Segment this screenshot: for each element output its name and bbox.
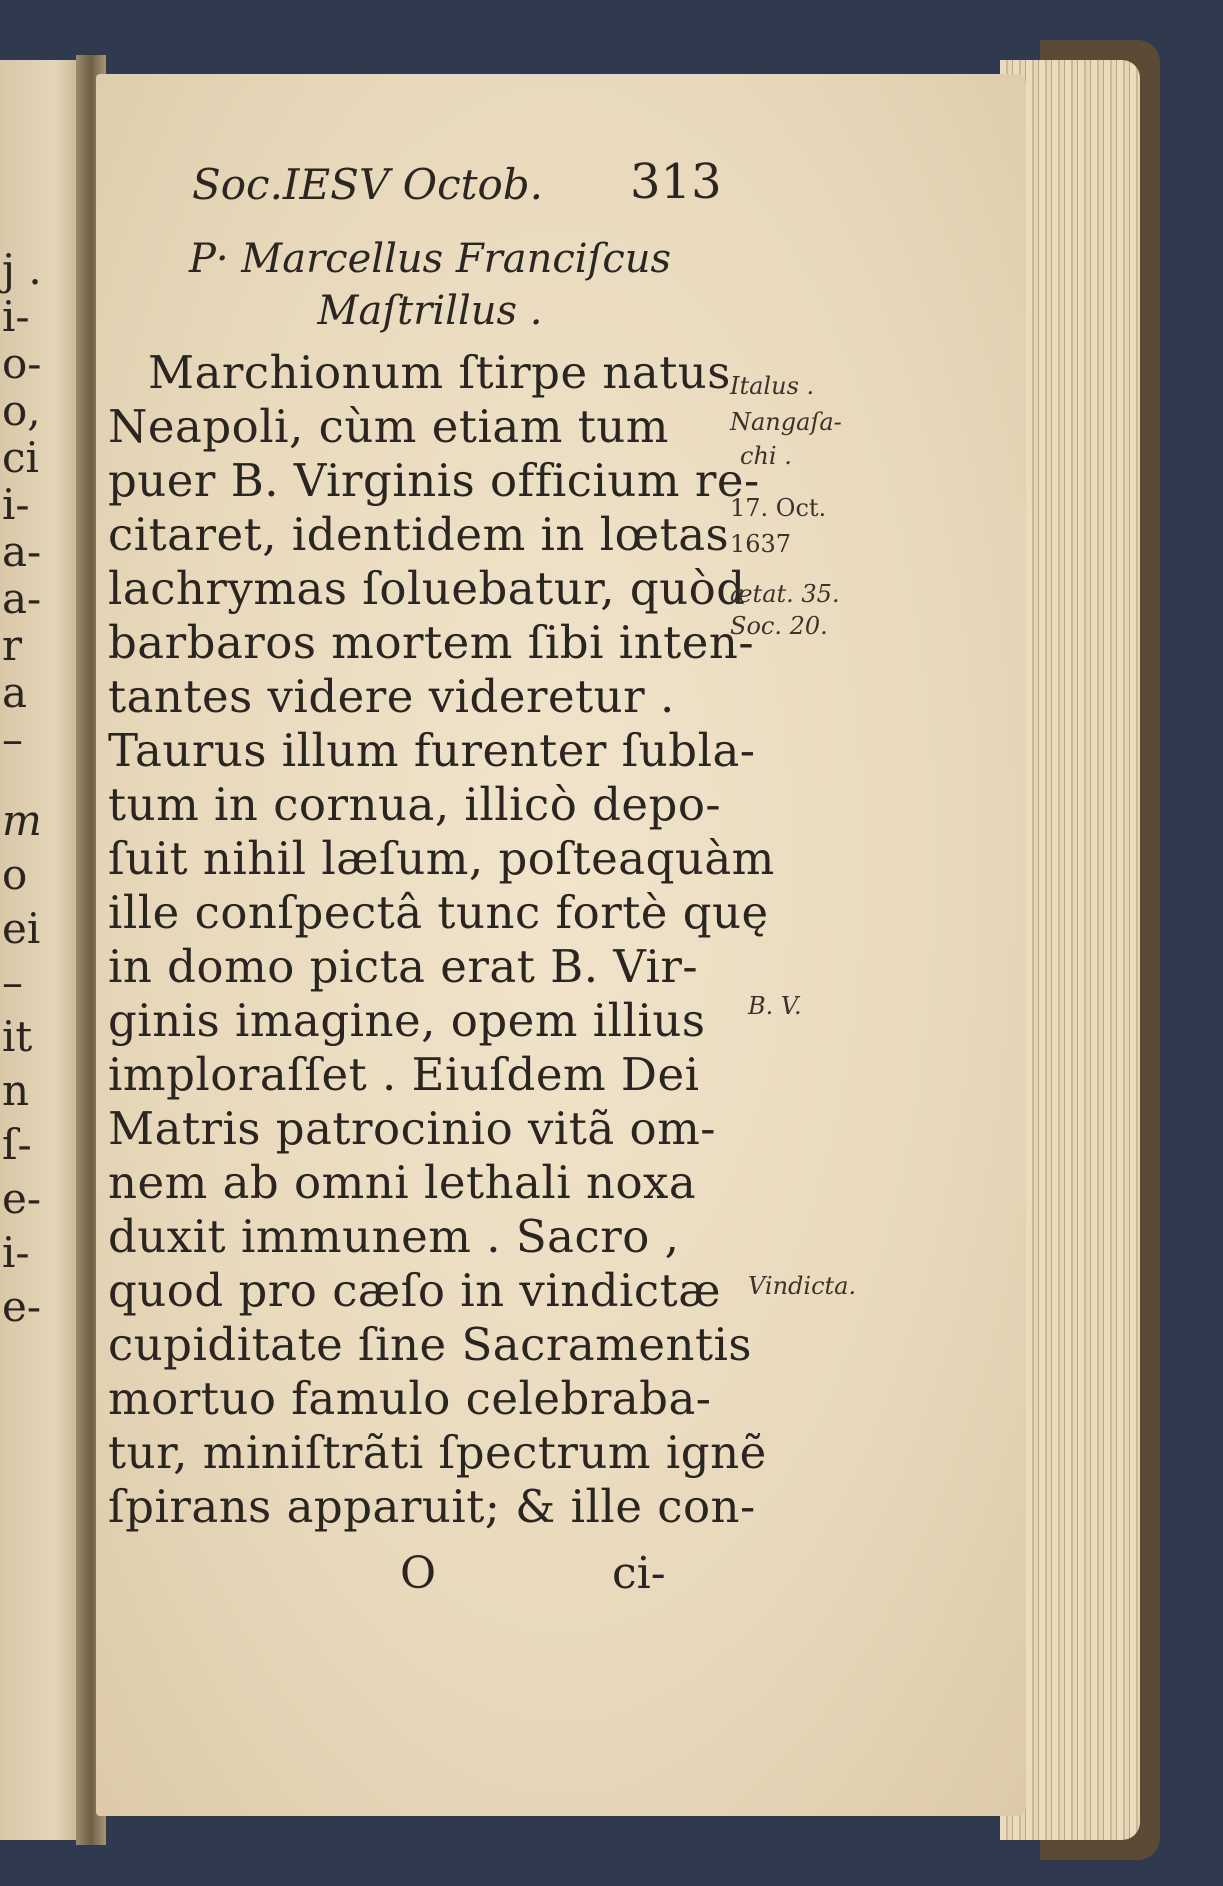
left-fragment: j . [2,245,42,294]
margin-note-line: ætat. 35. [730,580,840,608]
running-head-title: Soc.IESV Octob. [192,160,543,209]
left-fragment: e- [2,1174,42,1223]
left-fragment: r [2,621,23,670]
left-fragment: a [2,668,28,717]
entry-heading-line-1: P· Marcellus Franciſcus [188,236,672,282]
left-fragment: o [2,850,28,899]
body-line: tum in cornua, illicò depo- [108,778,722,831]
page-number: 313 [630,154,722,210]
body-line: Marchionum ſtirpe natus [148,346,731,399]
left-fragment: a- [2,574,42,623]
margin-note-2: B. V. [748,992,802,1020]
body-line: duxit immunem . Sacro , [108,1210,680,1263]
left-fragment: – [2,958,23,1007]
body-line: cupiditate ſine Sacramentis [108,1318,753,1371]
margin-note-line: Italus . [730,372,815,400]
left-fragment: – [2,715,23,764]
body-line: tantes videre videretur . [108,670,675,723]
left-fragment: e- [2,1282,42,1331]
body-line: barbaros mortem ſibi inten- [108,616,755,669]
catchword: ci- [612,1548,666,1599]
margin-note-line: 17. Oct. [730,494,827,522]
body-line: nem ab omni lethali noxa [108,1156,697,1209]
body-line: puer B. Virginis officium re- [108,454,760,507]
left-fragment: m [2,796,42,845]
left-fragment: ci [2,433,39,482]
body-line: tur, miniſtrãti ſpectrum ignẽ [108,1426,767,1479]
margin-note-line: 1637 [730,530,792,558]
left-fragment: o, [2,386,41,435]
body-line: Taurus illum furenter ſubla- [108,724,756,777]
body-line: ille conſpectâ tunc fortè quę [108,886,769,939]
body-line: ſpirans apparuit; & ille con- [108,1480,756,1533]
body-line: ginis imagine, opem illius [108,994,706,1047]
body-line: Matris patrocinio vitã om- [108,1102,716,1155]
body-line: quod pro cæſo in vindictæ [108,1264,722,1317]
left-fragment: i- [2,1228,30,1277]
margin-note-line: chi . [740,442,792,470]
body-line: Neapoli, cùm etiam tum [108,400,669,453]
body-line: mortuo famulo celebraba- [108,1372,712,1425]
left-fragment: ei [2,904,41,953]
left-fragment: i- [2,480,30,529]
entry-heading-line-2: Maſtrillus . [317,288,543,334]
left-fragment: it [2,1012,33,1061]
body-line: in domo picta erat B. Vir- [108,940,699,993]
margin-note-3: Vindicta. [748,1272,857,1300]
body-line: imploraſſet . Eiuſdem Dei [108,1048,700,1101]
left-fragment: n [2,1066,30,1115]
body-line: ſuit nihil læſum, poſteaquàm [108,832,775,885]
body-line: citaret, identidem in lœtas [108,508,730,561]
body-line: lachrymas ſoluebatur, quòd [108,562,746,615]
signature-mark: O [400,1548,437,1599]
left-fragment: i- [2,292,30,341]
left-fragment: a- [2,527,42,576]
left-fragment: o- [2,339,42,388]
margin-note-line: Soc. 20. [730,612,828,640]
margin-note-line: Nangaſa- [730,408,842,436]
left-fragment: ſ- [2,1120,32,1169]
